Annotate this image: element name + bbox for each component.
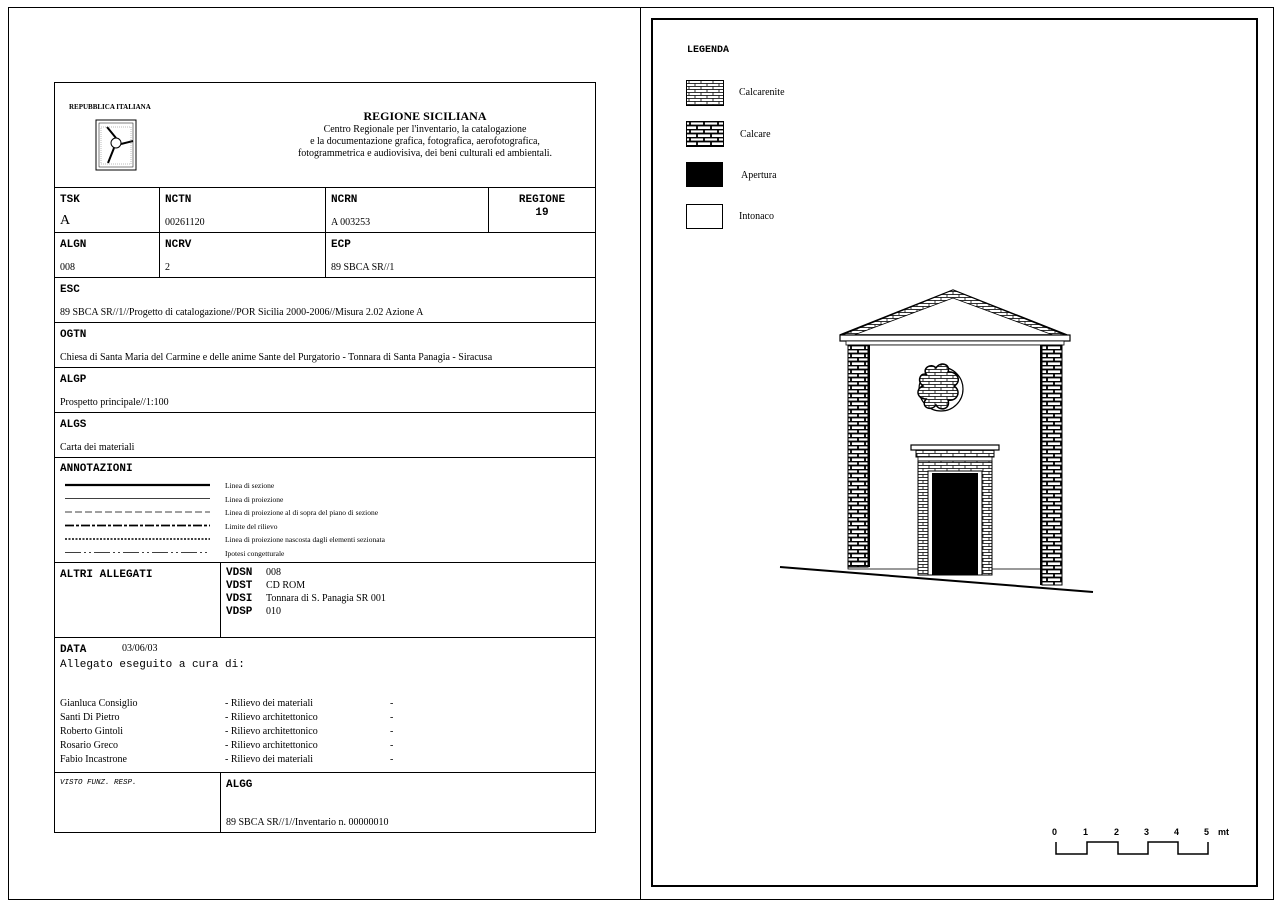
rule: [55, 457, 595, 458]
annotazione-item: Limite del rilievo: [225, 521, 278, 531]
annotazione-item: Linea di proiezione al di sopra del piano di sezione: [225, 508, 379, 517]
center-line-3: fotogrammetrica e audiovisiva, dei beni culturali ed ambientali.: [297, 148, 553, 159]
rule: [55, 277, 595, 278]
scale-unit: mt: [1218, 827, 1229, 837]
person-role: - Rilievo architettonico: [225, 740, 318, 751]
center-line-2: e la documentazione grafica, fotografica, aerofotografica,: [310, 136, 540, 147]
regione-value: 19: [535, 207, 549, 219]
center-line-1: Centro Regionale per l'inventario, la catalogazione: [323, 124, 527, 135]
ecp-label: ECP: [331, 239, 351, 251]
scale-tick-1: 1: [1083, 827, 1089, 837]
rule: [55, 412, 595, 413]
algp-value: Prospetto principale//1:100: [60, 397, 169, 408]
calcare-swatch: [686, 121, 724, 147]
algs-label: ALGS: [60, 419, 87, 431]
person-role: - Rilievo dei materiali: [225, 754, 314, 765]
scale-bar: [1052, 840, 1216, 858]
person-name: Fabio Incastrone: [60, 754, 127, 765]
tsk-value: A: [60, 213, 71, 228]
annotazione-item: Linea di sezione: [225, 481, 275, 490]
altri-allegati-label: ALTRI ALLEGATI: [60, 569, 153, 581]
person-name: Rosario Greco: [60, 740, 119, 751]
calcarenite-swatch: [686, 80, 724, 106]
region-title: REGIONE SICILIANA: [363, 109, 487, 123]
rule: [220, 772, 221, 833]
legend-calcarenite: Calcarenite: [739, 87, 785, 98]
scale-tick-3: 3: [1144, 827, 1150, 837]
ogtn-value: Chiesa di Santa Maria del Carmine e delle anime Sante del Purgatorio - Tonnara di Santa Panagia - Siracusa: [60, 352, 493, 363]
algs-value: Carta dei materiali: [60, 442, 135, 453]
regione-label: REGIONE: [518, 194, 566, 206]
ncrn-value: A 003253: [331, 217, 371, 228]
ncrv-label: NCRV: [165, 239, 192, 251]
vdsn-value: 008: [266, 567, 281, 578]
annotazioni-label: ANNOTAZIONI: [60, 463, 133, 475]
sicily-emblem-icon: [95, 119, 137, 171]
person-dash: -: [390, 712, 394, 723]
algg-value: 89 SBCA SR//1//Inventario n. 00000010: [226, 817, 389, 828]
visto-label: VISTO FUNZ. RESP.: [60, 779, 137, 787]
ogtn-label: OGTN: [60, 329, 87, 341]
rule: [220, 562, 221, 637]
data-date: 03/06/03: [122, 643, 158, 654]
rule: [55, 772, 595, 773]
person-dash: -: [390, 726, 394, 737]
legend-calcare: Calcare: [740, 129, 771, 140]
rule: [55, 637, 595, 638]
person-name: Santi Di Pietro: [60, 712, 120, 723]
person-name: Gianluca Consiglio: [60, 698, 138, 709]
vdsp-value: 010: [266, 606, 281, 617]
line-types-sample: [65, 479, 215, 559]
church-facade-elevation: [770, 285, 1110, 595]
esc-label: ESC: [60, 284, 80, 296]
legend-apertura: Apertura: [741, 170, 777, 181]
person-name: Roberto Gintoli: [60, 726, 124, 737]
catalog-form: [54, 82, 596, 833]
nctn-value: 00261120: [165, 217, 205, 228]
rule: [325, 187, 326, 277]
data-label: DATA: [60, 644, 87, 656]
nctn-label: NCTN: [165, 194, 192, 206]
person-dash: -: [390, 698, 394, 709]
republic-label: REPUBBLICA ITALIANA: [69, 103, 151, 111]
tsk-label: TSK: [60, 194, 80, 206]
annotazione-item: Ipotesi congetturale: [225, 548, 285, 558]
cura-label: Allegato eseguito a cura di:: [60, 659, 245, 671]
esc-value: 89 SBCA SR//1//Progetto di catalogazione//POR Sicilia 2000-2006//Misura 2.02 Azione A: [60, 307, 424, 318]
rule: [55, 367, 595, 368]
rule: [55, 562, 595, 563]
apertura-swatch: [686, 162, 723, 187]
scale-tick-2: 2: [1114, 827, 1120, 837]
vdsn-key: VDSN: [226, 567, 253, 579]
person-role: - Rilievo architettonico: [225, 712, 318, 723]
sheet-divider: [640, 7, 641, 900]
legend-title: LEGENDA: [687, 45, 730, 56]
algg-label: ALGG: [226, 779, 253, 791]
vdsi-value: Tonnara di S. Panagia SR 001: [266, 593, 386, 604]
person-dash: -: [390, 740, 394, 751]
rule: [159, 187, 160, 277]
ncrv-value: 2: [165, 262, 170, 273]
algn-label: ALGN: [60, 239, 87, 251]
algp-label: ALGP: [60, 374, 87, 386]
scale-tick-0: 0: [1052, 827, 1058, 837]
person-dash: -: [390, 754, 394, 765]
person-role: - Rilievo architettonico: [225, 726, 318, 737]
scale-tick-4: 4: [1174, 827, 1180, 837]
vdsp-key: VDSP: [226, 606, 253, 618]
ncrn-label: NCRN: [331, 194, 358, 206]
annotazione-item: Linea di proiezione: [225, 494, 284, 504]
vdst-key: VDST: [226, 580, 253, 592]
legend-intonaco: Intonaco: [739, 211, 774, 222]
person-role: - Rilievo dei materiali: [225, 698, 314, 709]
intonaco-swatch: [686, 204, 723, 229]
rule: [55, 322, 595, 323]
vdst-value: CD ROM: [266, 580, 306, 591]
algn-value: 008: [60, 262, 75, 273]
annotazione-item: Linea di proiezione nascosta dagli elementi sezionata: [225, 535, 385, 544]
vdsi-key: VDSI: [226, 593, 253, 605]
ecp-value: 89 SBCA SR//1: [331, 262, 395, 273]
scale-tick-5: 5: [1204, 827, 1210, 837]
